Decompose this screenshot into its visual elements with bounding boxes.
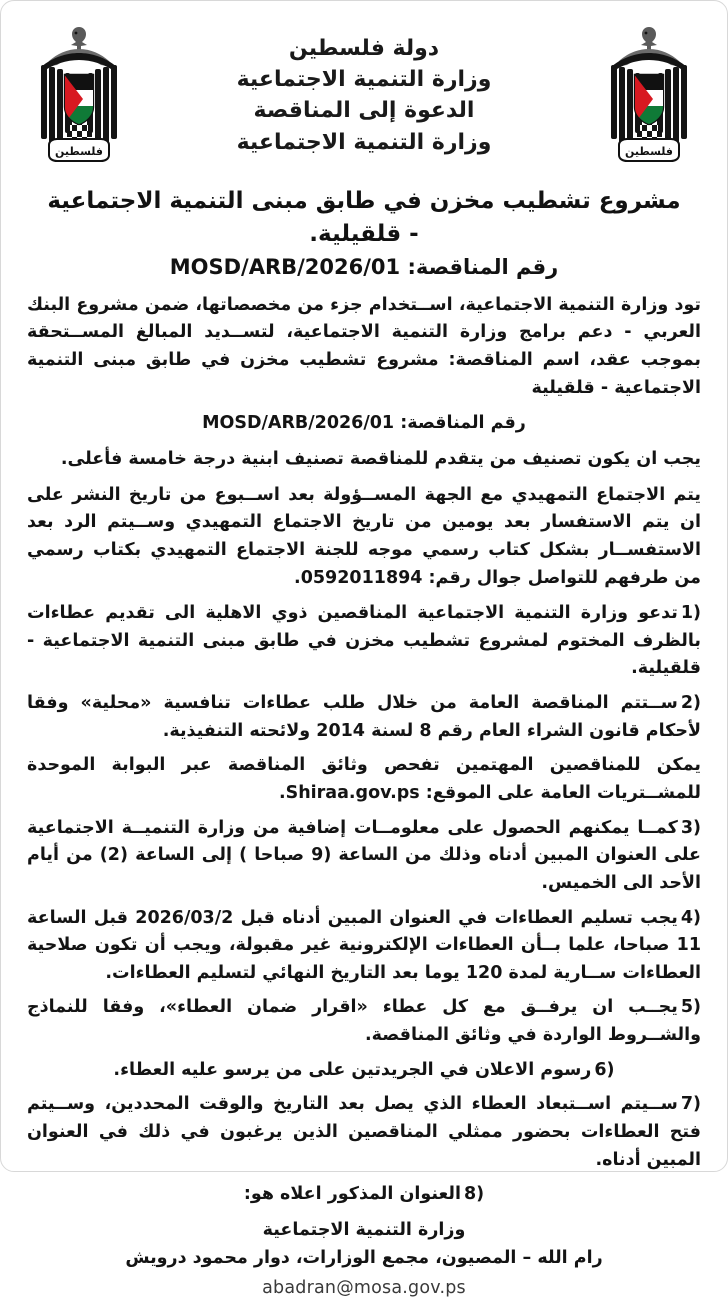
item-text: ســتتم المناقصة العامة من خلال طلب عطاءات تنافسية «محلية» وفقا لأحكام قانون الشراء العام رقم 8 لسنة 2014 ولائحته التنفيذية. (27, 693, 701, 741)
coat-of-arms-icon-left (597, 23, 701, 171)
item-marker: 1) (680, 603, 701, 624)
header-line-ministry: وزارة التنمية الاجتماعية (236, 67, 492, 93)
item-marker: 4) (680, 907, 701, 928)
header-line-state: دولة فلسطين (288, 36, 440, 61)
list-item (27, 994, 701, 1049)
svg-text:فلسطين: فلسطين (625, 145, 673, 158)
header-title-block (131, 23, 597, 158)
item-marker: 5) (680, 997, 701, 1018)
list-item-portal-note (27, 752, 701, 807)
item-text: يمكن للمناقصين المهتمين تفحص وثائق المناقصة عبر البوابة الموحدة للمشــتريات العامة على الموقع: Shiraa.gov.ps. (27, 755, 701, 803)
header-line-ministry-2: وزارة التنمية الاجتماعية (236, 129, 492, 155)
item-text: كمــا يمكنهم الحصول على معلومــات إضافية من وزارة التنميــة الاجتماعية على العنوان المبين أدناه وذلك من الساعة (9 صباحا ) إلى الساعة (2) من أيام الأحد الى الخميس. (27, 817, 702, 893)
list-item (27, 815, 701, 898)
page-content (1, 1, 727, 1298)
list-item (27, 1057, 701, 1085)
paragraph-classification: يجب ان يكون تصنيف من يتقدم للمناقصة تصنيف ابنية درجة خامسة فأعلى. (60, 448, 701, 469)
list-item (27, 690, 701, 745)
list-item (27, 600, 701, 683)
paragraph-intro-tender-number (27, 410, 701, 438)
item-text: يجب تسليم العطاءات في العنوان المبين أدناه قبل 2026/03/2 قبل الساعة 11 صباحا، علما بــأن العطاءات الإلكترونية غير مقبولة، ويجب أن تكون صلاحية العطاءات ســارية لمدة 120 يوما بعد التاريخ النهائي لتسليم العطاءات. (27, 907, 701, 983)
intro-tender-label: رقم المناقصة: (400, 413, 526, 434)
item-marker: 2) (680, 693, 701, 714)
list-item (27, 1091, 701, 1174)
item-marker: 3) (680, 817, 701, 838)
list-item (27, 905, 701, 988)
contact-email[interactable]: abadran@mosa.gov.ps (262, 1277, 466, 1298)
item-text: يجــب ان يرفــق مع كل عطاء «اقرار ضمان العطاء»، وفقا للنماذج والشــروط الواردة في وثائق المناقصة. (27, 997, 701, 1046)
item-text: العنوان المذكور اعلاه هو: (243, 1184, 461, 1205)
header-line-invitation: الدعوة إلى المناقصة (253, 98, 475, 124)
item-marker: 7) (680, 1094, 701, 1115)
contact-organization: وزارة التنمية الاجتماعية (262, 1219, 466, 1240)
item-text: تدعو وزارة التنمية الاجتماعية المناقصين ذوي الاهلية الى تقديم عطاءات بالظرف المختوم لمشروع تشطيب مخزن في طابق مبنى التنمية الاجتماعية - قلقيلية. (27, 603, 701, 679)
tender-number-value: MOSD/ARB/2026/01 (169, 255, 401, 280)
list-item (27, 1181, 701, 1209)
item-marker: 8) (463, 1184, 485, 1205)
contact-block (27, 1216, 701, 1303)
svg-text:فلسطين: فلسطين (55, 145, 103, 158)
paragraph-intro: تود وزارة التنمية الاجتماعية، اســتخدام جزء من مخصصاتها، ضمن مشروع البنك العربي - دعم برامج وزارة التنمية الاجتماعية، لتســديد المبالغ المســتحقة بموجب عقد، اسم المناقصة: مشروع تشطيب مخزن في طابق مبنى التنمية الاجتماعية - قلقيلية (27, 294, 701, 398)
document-header (27, 23, 701, 175)
tender-number-heading (27, 252, 701, 282)
item-text: رسوم الاعلان في الجريدتين على من يرسو عليه العطاء. (113, 1059, 592, 1080)
paragraph-pre-bid-meeting: يتم الاجتماع التمهيدي مع الجهة المســؤولة بعد اســبوع من تاريخ النشر على ان يتم الاستفسار بعد يومين من تاريخ الاجتماع التمهيدي وســيتم الرد بعد الاستفســار بشكل كتاب رسمي موجه للجنة الاجتماع التمهيدي بكتاب رسمي من طرفهم للتواصل جوال رقم: 0592011894. (27, 484, 701, 588)
intro-tender-value: MOSD/ARB/2026/01 (202, 413, 395, 434)
page-title: مشروع تشطيب مخزن في طابق مبنى التنمية الاجتماعية - قلقيلية. (47, 188, 681, 247)
tender-number-label: رقم المناقصة: (407, 255, 559, 280)
contact-address: رام الله – المصيون، مجمع الوزارات، دوار محمود درويش (125, 1248, 603, 1269)
document-body (27, 292, 701, 1303)
item-marker: 6) (594, 1059, 615, 1080)
coat-of-arms-icon-right (27, 23, 131, 171)
item-text: ســيتم اســتبعاد العطاء الذي يصل بعد التاريخ والوقت المحددين، وســيتم فتح العطاءات بحضور ممثلي المناقصين الذين يرغبون في ذلك في العنوان المبين أدناه. (27, 1094, 701, 1170)
